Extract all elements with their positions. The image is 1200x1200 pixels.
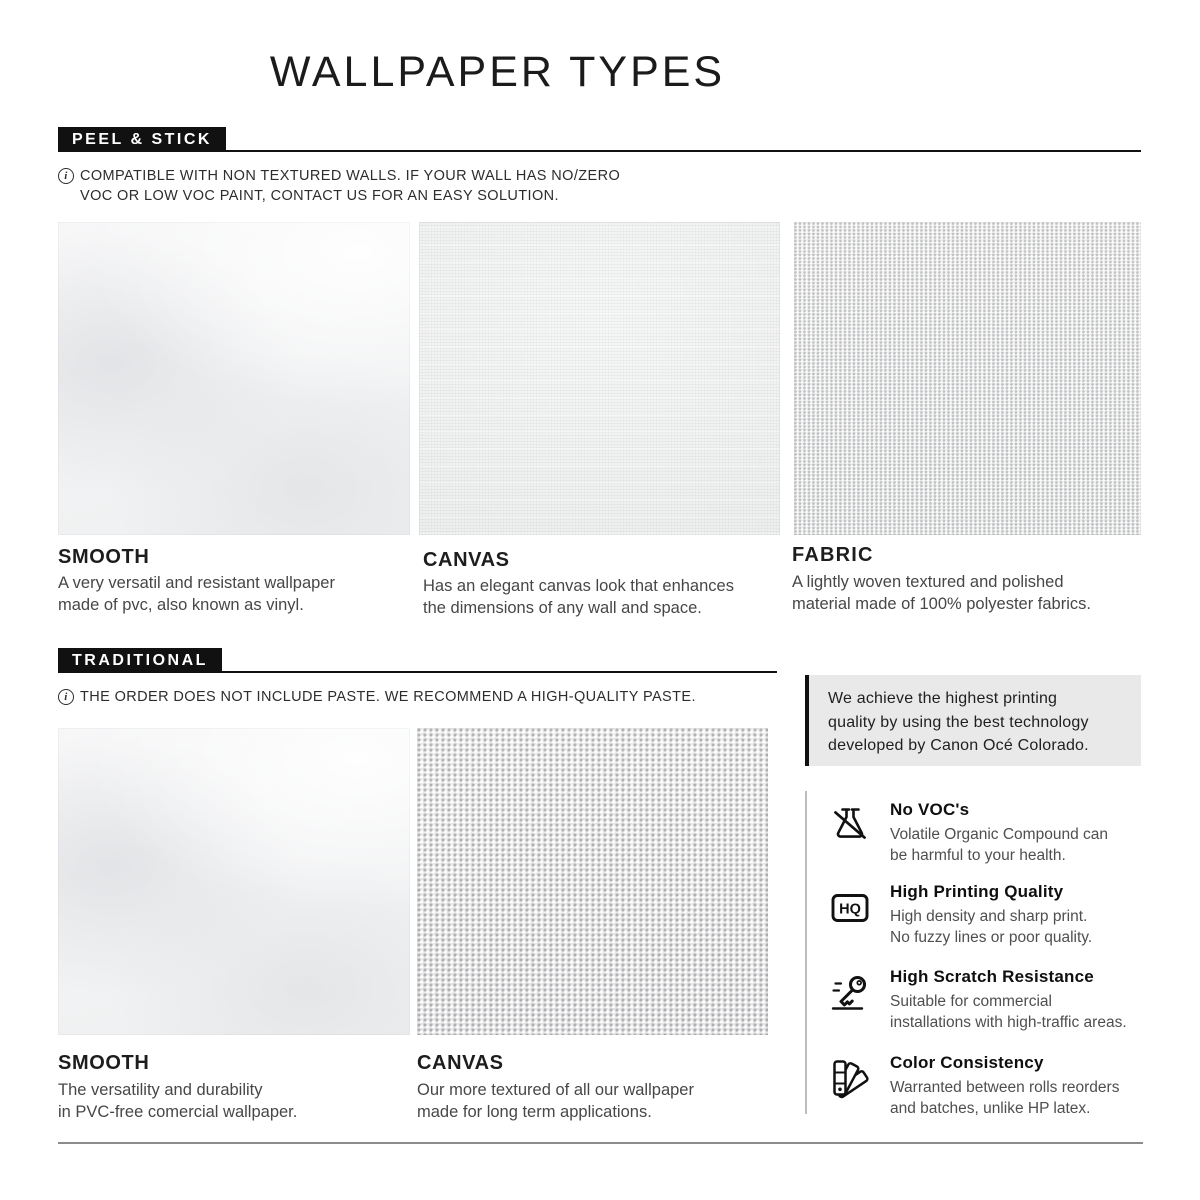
swatch-image-smooth-peel-stick [58, 222, 410, 535]
swatch-description-smooth-traditional [58, 1080, 297, 1123]
feature-no-voc [828, 800, 1150, 866]
desc-line: Has an elegant canvas look that enhances [423, 577, 734, 595]
bottom-divider [58, 1142, 1143, 1144]
feature-title: High Printing Quality [890, 882, 1064, 901]
swatch-name-smooth-traditional: SMOOTH [58, 1052, 150, 1074]
feature-desc-line: and batches, unlike HP latex. [890, 1100, 1091, 1117]
swatch-name-fabric: FABRIC [792, 544, 874, 566]
section-note-traditional [58, 687, 696, 707]
info-icon: i [58, 689, 74, 705]
swatch-image-fabric-peel-stick [794, 222, 1141, 535]
desc-line: The versatility and durability [58, 1081, 263, 1099]
section-badge-peel-stick: PEEL & STICK [58, 127, 226, 152]
desc-line: A lightly woven textured and polished [792, 573, 1064, 591]
swatch-name-smooth: SMOOTH [58, 546, 150, 568]
note-line: VOC OR LOW VOC PAINT, CONTACT US FOR AN EASY SOLUTION. [80, 188, 559, 204]
feature-desc-line: installations with high-traffic areas. [890, 1014, 1127, 1031]
quote-line: We achieve the highest printing [828, 690, 1058, 707]
feature-desc-line: Warranted between rolls reorders [890, 1079, 1120, 1096]
swatch-image-canvas-traditional [417, 728, 768, 1035]
quote-line: developed by Canon Océ Colorado. [828, 737, 1089, 754]
feature-title: High Scratch Resistance [890, 967, 1094, 986]
section-note-peel-stick [58, 166, 620, 206]
feature-desc-line: Volatile Organic Compound can [890, 826, 1108, 843]
key-scratch-icon [828, 970, 872, 1014]
flask-crossed-icon [828, 803, 872, 847]
feature-desc-line: High density and sharp print. [890, 908, 1088, 925]
hq-icon-label: HQ [839, 901, 861, 918]
section-badge-traditional: TRADITIONAL [58, 648, 222, 673]
desc-line: in PVC-free comercial wallpaper. [58, 1102, 298, 1121]
feature-desc-line: No fuzzy lines or poor quality. [890, 929, 1093, 946]
color-swatches-icon [828, 1056, 872, 1100]
desc-line: made of pvc, also known as vinyl. [58, 595, 304, 614]
printing-quality-quote [809, 675, 1141, 766]
feature-color-consistency [828, 1053, 1150, 1119]
swatch-description-fabric [792, 572, 1091, 615]
quote-line: quality by using the best technology [828, 713, 1089, 731]
desc-line: material made of 100% polyester fabrics. [792, 594, 1091, 613]
swatch-image-canvas-peel-stick [419, 222, 780, 535]
desc-line: the dimensions of any wall and space. [423, 598, 702, 617]
feature-desc-line: Suitable for commercial [890, 993, 1052, 1010]
swatch-description-canvas-traditional [417, 1080, 694, 1123]
page-title: WALLPAPER TYPES [269, 48, 726, 96]
feature-high-printing-quality [828, 882, 1150, 948]
note-line: COMPATIBLE WITH NON TEXTURED WALLS. IF YOUR WALL HAS NO/ZERO [80, 168, 621, 184]
feature-title: Color Consistency [890, 1053, 1044, 1072]
info-icon: i [58, 168, 74, 184]
swatch-description-canvas [423, 576, 734, 619]
swatch-description-smooth [58, 573, 335, 616]
features-left-rule [805, 791, 807, 1114]
feature-desc-line: be harmful to your health. [890, 847, 1066, 864]
note-line: THE ORDER DOES NOT INCLUDE PASTE. WE RECOMMEND A HIGH-QUALITY PASTE. [80, 689, 696, 705]
feature-title: No VOC's [890, 800, 970, 819]
swatch-name-canvas: CANVAS [423, 549, 510, 571]
hq-badge-icon [828, 885, 872, 929]
desc-line: A very versatil and resistant wallpaper [58, 574, 335, 592]
swatch-name-canvas-traditional: CANVAS [417, 1052, 504, 1074]
desc-line: made for long term applications. [417, 1102, 652, 1121]
desc-line: Our more textured of all our wallpaper [417, 1081, 694, 1099]
feature-high-scratch-resistance [828, 967, 1150, 1033]
swatch-image-smooth-traditional [58, 728, 410, 1035]
